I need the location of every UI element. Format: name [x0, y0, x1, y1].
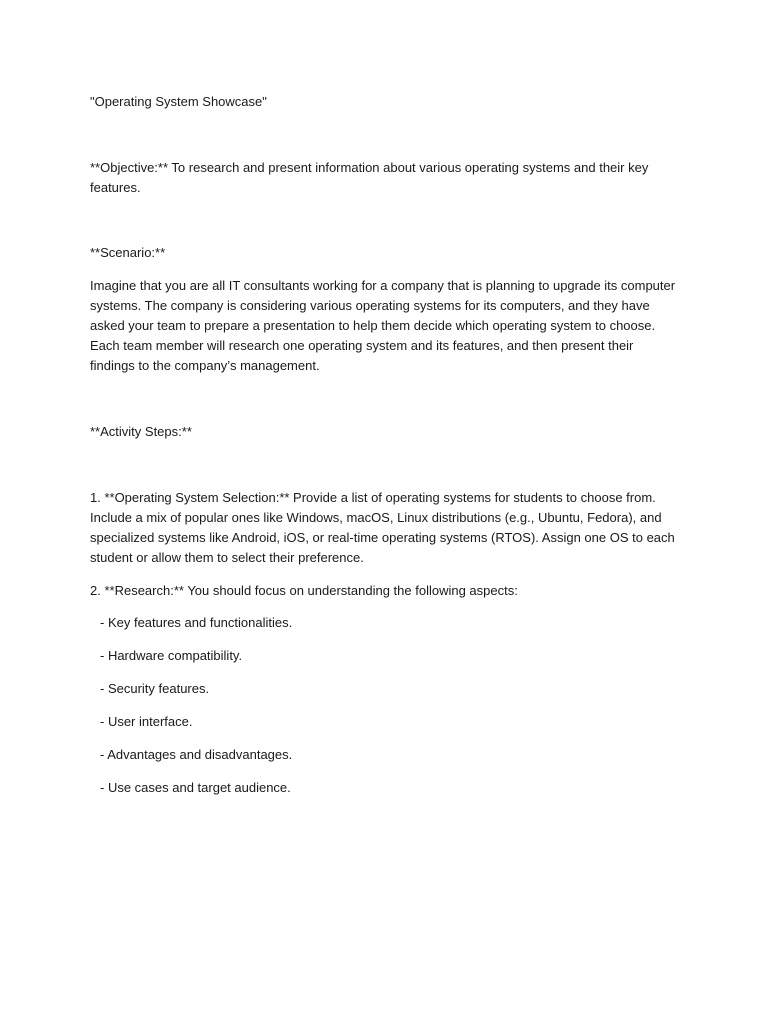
aspect-list-item: - Hardware compatibility.: [100, 648, 243, 663]
step-1-paragraph: 1. **Operating System Selection:** Provide a list of operating systems for students to choose from. Include a mix of popular ones like Windows, macOS, Linux distributions (e.g., Ubuntu, Fedora), and specialized systems like Android, iOS, or real-time operating systems (RTOS). Assign one OS to each student or allow them to select their preference.: [90, 490, 679, 565]
aspect-list-item: - Security features.: [100, 681, 210, 696]
scenario-paragraph: Imagine that you are all IT consultants working for a company that is planning to upgrade its computer systems. The company is considering various operating systems for its computers, and they have asked your team to prepare a presentation to help them decide which operating system to choose. Each team member will research one operating system and its features, and then present their findings to the company’s management.: [90, 278, 679, 373]
aspect-list-item: - User interface.: [100, 714, 193, 729]
document-title: "Operating System Showcase": [90, 94, 267, 109]
aspect-list-item: - Use cases and target audience.: [100, 780, 291, 795]
aspect-list-item: - Advantages and disadvantages.: [100, 747, 293, 762]
step-2-paragraph: 2. **Research:** You should focus on understanding the following aspects:: [90, 583, 518, 598]
activity-steps-heading: **Activity Steps:**: [90, 424, 192, 439]
aspect-list-item: - Key features and functionalities.: [100, 615, 293, 630]
objective-paragraph: **Objective:** To research and present information about various operating systems and their key features.: [90, 160, 652, 195]
scenario-heading: **Scenario:**: [90, 245, 166, 260]
